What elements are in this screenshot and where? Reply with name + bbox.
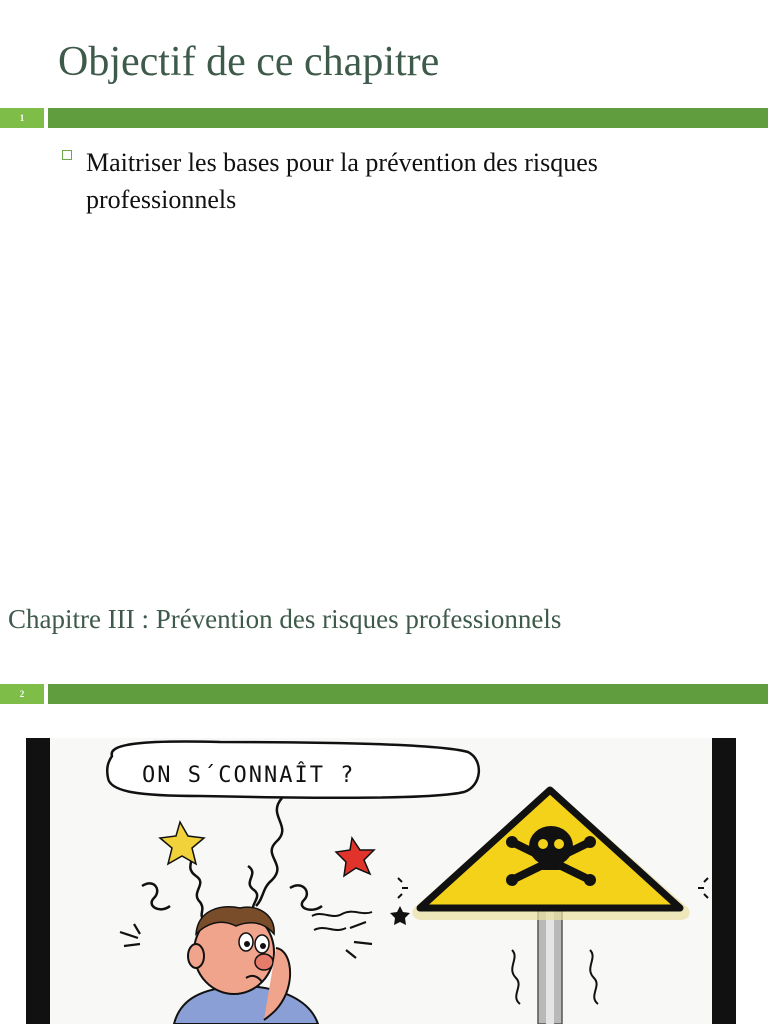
- star-icon: [160, 822, 204, 864]
- speech-bubble-text: ON S´CONNAÎT ?: [142, 763, 356, 788]
- bullet-text: Maitriser les bases pour la prévention des risques professionnels: [86, 148, 598, 214]
- speech-bubble: [107, 742, 479, 798]
- slide-divider-bar: [0, 684, 768, 704]
- slide-number: 1: [0, 108, 44, 128]
- star-icon: [390, 906, 410, 925]
- confused-man-icon: [174, 907, 318, 1024]
- square-bullet-icon: [62, 150, 72, 160]
- slide-number: 2: [0, 684, 44, 704]
- slide-divider-bar: [0, 108, 768, 128]
- cartoon-image: [50, 738, 712, 1024]
- slide-2: [0, 576, 768, 1024]
- warning-sign-icon: [398, 786, 708, 1024]
- slide-title: Chapitre III : Prévention des risques professionnels: [8, 604, 562, 634]
- cartoon-image-frame: [26, 738, 736, 1024]
- star-icon: [336, 838, 374, 876]
- slide-title: Objectif de ce chapitre: [58, 39, 440, 85]
